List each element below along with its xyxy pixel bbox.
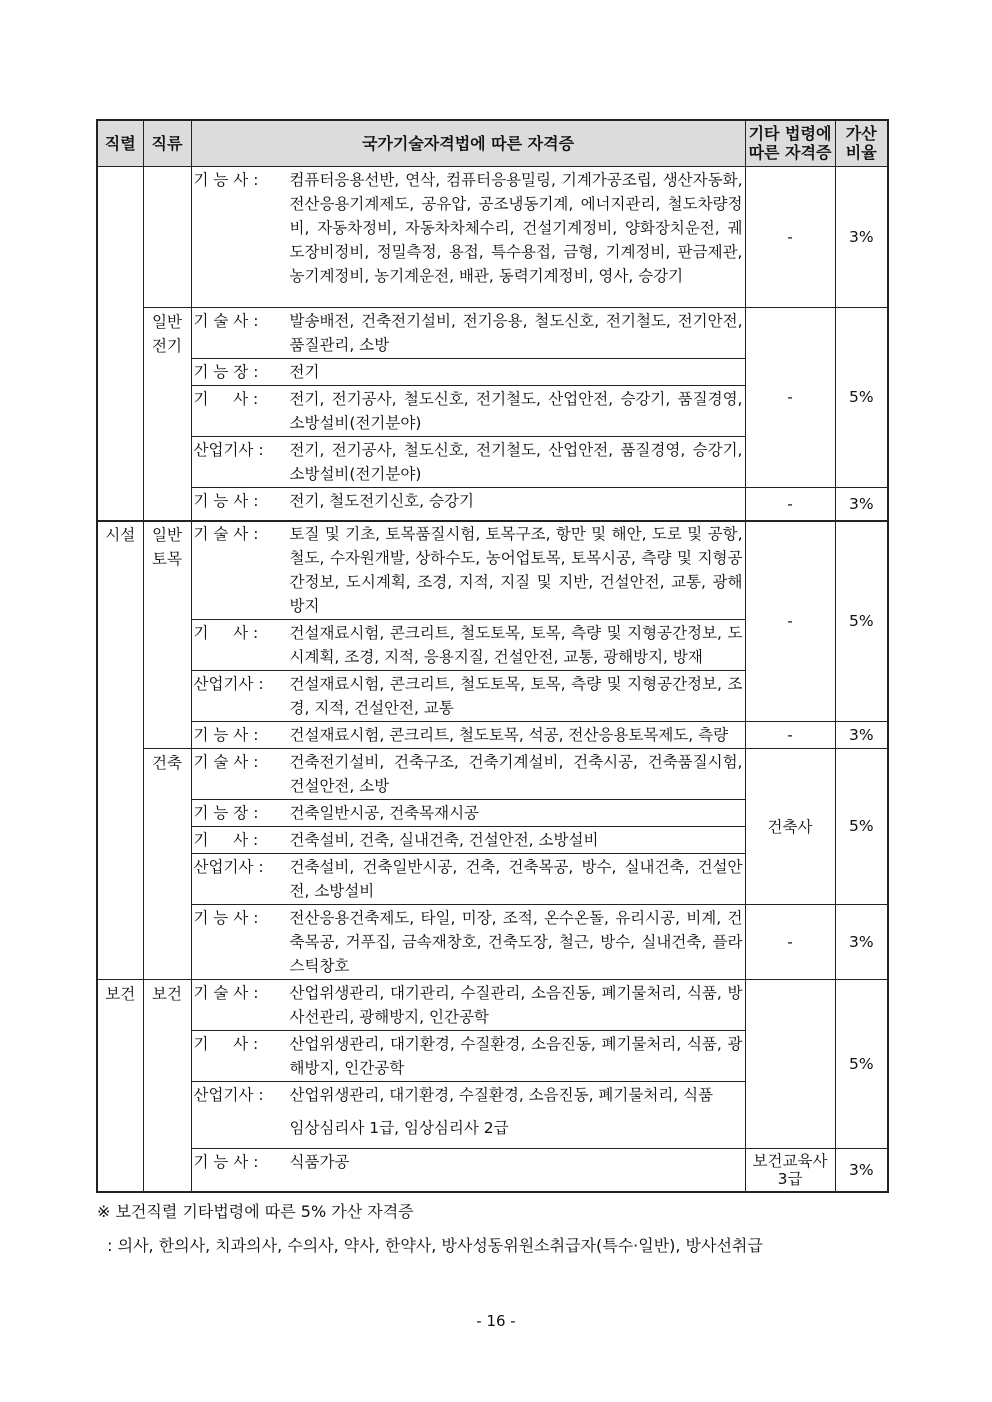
- qual-cell: 산업기사 : 산업위생관리, 대기환경, 수질환경, 소음진동, 폐기물처리, 식품: [191, 1081, 745, 1115]
- qual-cell: 기 능 사 : 전기, 철도전기신호, 승강기: [191, 487, 745, 521]
- qual-cell: 기 술 사 : 건축전기설비, 건축구조, 건축기계설비, 건축시공, 건축품질시험, 건설안전, 소방: [191, 748, 745, 799]
- rate-cell: 5%: [835, 748, 888, 904]
- table-row: [97, 904, 888, 979]
- qual-cell: 기 술 사 : 토질 및 기초, 토목품질시험, 토목구조, 항만 및 해안, 도로 및 공항, 철도, 수자원개발, 상하수도, 농어업토목, 토목시공, 측량 및 지형공간정보, 도시계획, 조경, 지적, 지질 및 지반, 건설안전, 교통, 광해방지: [191, 520, 745, 619]
- mech-craftsman-text: 컴퓨터응용선반, 연삭, 컴퓨터응용밀링, 기계가공조립, 생산자동화, 전산응용기계제도, 공유압, 공조냉동기계, 에너지관리, 철도차량정비, 자동차정비, 자동차차체수리, 건설기계정비, 양화장치운전, 궤도장비정비, 정밀측정, 용접, 특수용접, 금형, 기계정비, 판금제관, 농기계정비, 농기계운전, 배관, 동력기계정비, 영사, 승강기: [289, 170, 743, 285]
- table-row: [97, 721, 888, 748]
- rate-cell: 3%: [835, 487, 888, 521]
- qualification-table: [96, 119, 889, 522]
- qual-cell: 임상심리사 1급, 임상심리사 2급: [191, 1115, 745, 1149]
- note-title: ※ 보건직렬 기타법령에 따른 5% 가산 자격증: [97, 1201, 414, 1221]
- qual-cell: 기 사 : 산업위생관리, 대기환경, 수질환경, 소음진동, 폐기물처리, 식품, 광해방지, 인간공학: [191, 1030, 745, 1081]
- series-cell-empty: [97, 166, 143, 521]
- other-cert-cell: -: [745, 520, 835, 721]
- table-header-row: [97, 120, 888, 166]
- qual-cell: 산업기사 : 건축설비, 건축일반시공, 건축, 건축목공, 방수, 실내건축, 건설안전, 소방설비: [191, 853, 745, 904]
- class-cell-empty: [143, 166, 191, 307]
- qual-cell: 산업기사 : 건설재료시험, 콘크리트, 철도토목, 토목, 측량 및 지형공간정보, 조경, 지적, 건설안전, 교통: [191, 670, 745, 721]
- qualification-table-cont: [96, 520, 889, 1193]
- qual-cell: 기 술 사 : 산업위생관리, 대기관리, 수질관리, 소음진동, 폐기물처리, 식품, 방사선관리, 광해방지, 인간공학: [191, 979, 745, 1030]
- rate-cell: 5%: [835, 979, 888, 1148]
- header-other-cert: 기타 법령에 따른 자격증: [745, 120, 835, 166]
- qual-cell: 기 사 : 건축설비, 건축, 실내건축, 건설안전, 소방설비: [191, 826, 745, 853]
- other-cert-cell: -: [745, 166, 835, 307]
- series-sisul: 시설: [97, 520, 143, 979]
- rate-cell: 3%: [835, 721, 888, 748]
- table-row: [97, 748, 888, 799]
- rate-cell: 3%: [835, 166, 888, 307]
- header-national-cert: 국가기술자격법에 따른 자격증: [191, 120, 745, 166]
- other-cert-cell: -: [745, 904, 835, 979]
- qual-cell: 기 술 사 : 발송배전, 건축전기설비, 전기응용, 철도신호, 전기철도, 전기안전, 품질관리, 소방: [191, 307, 745, 358]
- other-cert-cell: -: [745, 307, 835, 487]
- other-cert-health: 보건교육사 3급: [745, 1148, 835, 1192]
- table-row: [97, 1148, 888, 1192]
- table-row: [97, 979, 888, 1030]
- header-rate: 가산 비율: [835, 120, 888, 166]
- note-list: : 의사, 한의사, 치과의사, 수의사, 약사, 한약사, 방사성동위원소취급자(특수·일반), 방사선취급: [97, 1235, 763, 1255]
- class-civil: 일반 토목: [143, 520, 191, 748]
- qual-cell: 기 능 장 : 전기: [191, 358, 745, 385]
- header-series: 직렬: [97, 120, 143, 166]
- qual-cell: 기 능 사 : 전산응용건축제도, 타일, 미장, 조적, 온수온돌, 유리시공, 비계, 건축목공, 거푸집, 금속재창호, 건축도장, 철근, 방수, 실내건축, 플라스틱창호: [191, 904, 745, 979]
- header-class: 직류: [143, 120, 191, 166]
- class-health: 보건: [143, 979, 191, 1192]
- other-cert-arch: 건축사: [745, 748, 835, 904]
- rate-cell: 5%: [835, 307, 888, 487]
- qual-cell: 기 사 : 건설재료시험, 콘크리트, 철도토목, 토목, 측량 및 지형공간정보, 도시계획, 조경, 지적, 응용지질, 건설안전, 교통, 광해방지, 방재: [191, 619, 745, 670]
- page-number: - 16 -: [476, 1312, 516, 1330]
- table-row: [97, 307, 888, 358]
- other-cert-cell: -: [745, 487, 835, 521]
- rate-cell: 3%: [835, 904, 888, 979]
- class-arch: 건축: [143, 748, 191, 979]
- rate-cell: 5%: [835, 520, 888, 721]
- qual-cell: 기 능 장 : 건축일반시공, 건축목재시공: [191, 799, 745, 826]
- table-row: [97, 487, 888, 521]
- rate-cell: 3%: [835, 1148, 888, 1192]
- other-cert-cell: -: [745, 721, 835, 748]
- qual-cell: 기 능 사 : 건설재료시험, 콘크리트, 철도토목, 석공, 전산응용토목제도, 측량: [191, 721, 745, 748]
- qual-cell: 기 능 사 : 컴퓨터응용선반, 연삭, 컴퓨터응용밀링, 기계가공조립, 생산자동화, 전산응용기계제도, 공유압, 공조냉동기계, 에너지관리, 철도차량정비, 자동차정비, 자동차차체수리, 건설기계정비, 양화장치운전, 궤도장비정비, 정밀측정, 용접, 특수용접, 금형, 기계정비, 판금제관, 농기계정비, 농기계운전, 배관, 동력기계정비, 영사, 승강기: [191, 166, 745, 307]
- qual-cell: 산업기사 : 전기, 전기공사, 철도신호, 전기철도, 산업안전, 품질경영, 승강기, 소방설비(전기분야): [191, 436, 745, 487]
- other-cert-cell-empty: [745, 979, 835, 1148]
- qual-cell: 기 사 : 전기, 전기공사, 철도신호, 전기철도, 산업안전, 승강기, 품질경영, 소방설비(전기분야): [191, 385, 745, 436]
- qual-cell: 기 능 사 : 식품가공: [191, 1148, 745, 1192]
- class-elec: 일반 전기: [143, 307, 191, 521]
- table-row: [97, 520, 888, 619]
- series-bogeon: 보건: [97, 979, 143, 1192]
- table-row: [97, 166, 888, 307]
